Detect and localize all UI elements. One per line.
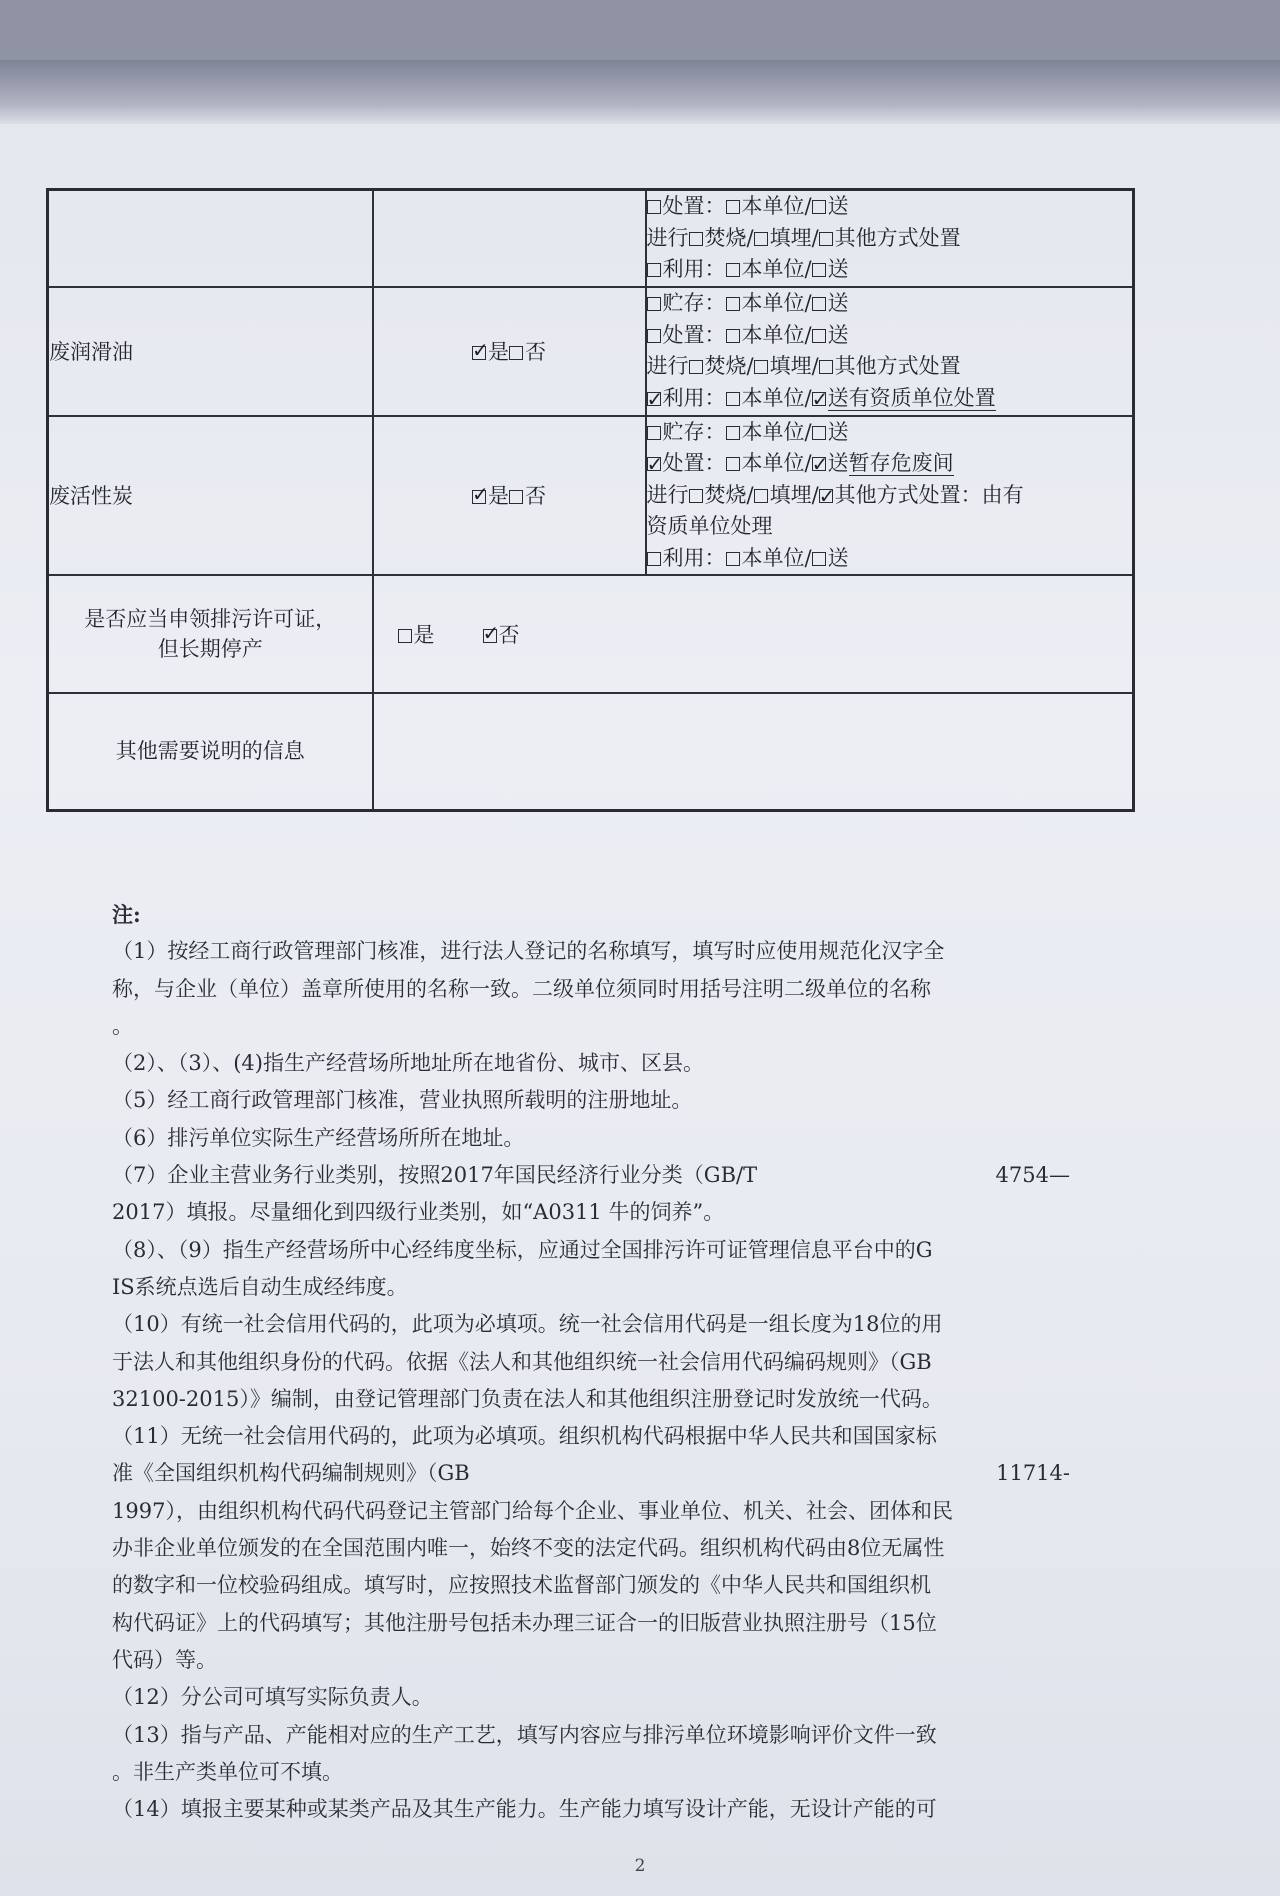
checkbox-no-checked[interactable]: [483, 629, 497, 643]
handling-options-cell: 贮存： 本单位/ 送 ✓处置： 本单位/✓ 送暂存危废间 进行 焚烧/ 填埋/✓ 其他方式处置：由有 资质单位处理 利用： 本单位/ 送: [646, 416, 1134, 576]
note-line: 称，与企业（单位）盖章所使用的名称一致。二级单位须同时用括号注明二级单位的名称: [112, 976, 931, 1001]
note-line: （10）有统一社会信用代码的，此项为必填项。统一社会信用代码是一组长度为18位的用: [112, 1312, 943, 1337]
checkbox[interactable]: [726, 552, 740, 566]
checkbox[interactable]: [647, 200, 661, 214]
handling-options-cell: 处置： 本单位/ 送 进行 焚烧/ 填埋/ 其他方式处置 利用： 本单位/ 送: [646, 190, 1134, 287]
answer-cell: 是✓ 否: [373, 575, 1134, 693]
checkbox[interactable]: [689, 489, 703, 503]
checkbox[interactable]: [726, 392, 740, 406]
checkbox-no[interactable]: [509, 490, 523, 504]
checkbox[interactable]: [726, 263, 740, 277]
note-line: （13）指与产品、产能相对应的生产工艺，填写内容应与排污单位环境影响评价文件一致: [112, 1722, 937, 1747]
previous-page-edge: [0, 60, 1280, 124]
checkbox-checked[interactable]: [647, 392, 661, 406]
checkbox[interactable]: [689, 360, 703, 374]
checkbox[interactable]: [812, 552, 826, 566]
page-number: 2: [634, 1856, 646, 1876]
waste-name-cell: 废活性炭: [48, 416, 373, 576]
checkbox-yes[interactable]: [398, 629, 412, 643]
checkbox[interactable]: [726, 200, 740, 214]
checkbox[interactable]: [689, 232, 703, 246]
note-line: （14）填报主要某种或某类产品及其生产能力。生产能力填写设计产能，无设计产能的可: [112, 1797, 937, 1822]
checkbox[interactable]: [812, 297, 826, 311]
note-line: 1997），由组织机构代码代码登记主管部门给每个企业、事业单位、机关、社会、团体和民: [112, 1498, 953, 1523]
waste-name-cell: 废润滑油: [48, 287, 373, 416]
note-line: 代码）等。: [112, 1647, 217, 1672]
note-line: （8）、（9）指生产经营场所中心经纬度坐标，应通过全国排污许可证管理信息平台中的G: [112, 1237, 933, 1262]
checkbox[interactable]: [647, 329, 661, 343]
checkbox[interactable]: [812, 426, 826, 440]
checkbox-no[interactable]: [509, 346, 523, 360]
note-line: IS系统点选后自动生成经纬度。: [112, 1274, 408, 1299]
note-line: 于法人和其他组织身份的代码。依据《法人和其他组织统一社会信用代码编码规则》（GB: [112, 1349, 932, 1374]
generated-choice-cell: ✓ 是 否: [373, 287, 646, 416]
note-line: 2017）填报。尽量细化到四级行业类别，如“A0311 牛的饲养”。: [112, 1200, 725, 1225]
checkbox[interactable]: [726, 329, 740, 343]
checkbox[interactable]: [812, 263, 826, 277]
table-row: [48, 416, 1134, 576]
note-line: 构代码证》上的代码填写；其他注册号包括未办理三证合一的旧版营业执照注册号（15位: [112, 1610, 937, 1635]
checkbox[interactable]: [812, 200, 826, 214]
generated-choice-cell: ✓ 是 否: [373, 416, 646, 576]
note-line: 的数字和一位校验码组成。填写时，应按照技术监督部门颁发的《中华人民共和国组织机: [112, 1573, 931, 1598]
checkbox[interactable]: [754, 489, 768, 503]
note-line: （11）无统一社会信用代码的，此项为必填项。组织机构代码根据中华人民共和国国家标: [112, 1424, 937, 1449]
note-line: （5）经工商行政管理部门核准，营业执照所载明的注册地址。: [112, 1088, 693, 1113]
other-info-value[interactable]: [373, 693, 1134, 810]
note-line: （2）、（3）、(4)指生产经营场所地址所在地省份、城市、区县。: [112, 1051, 704, 1076]
checkbox[interactable]: [647, 263, 661, 277]
note-line: 。非生产类单位可不填。: [112, 1759, 343, 1784]
notes-title: 注:: [112, 902, 141, 927]
notes-section: [112, 896, 1070, 1828]
note-line: 办非企业单位颁发的在全国范围内唯一，始终不变的法定代码。组织机构代码由8位无属性: [112, 1536, 945, 1561]
document-page: [0, 60, 1280, 1896]
checkbox-checked[interactable]: [647, 457, 661, 471]
waste-name-cell: [48, 190, 373, 287]
checkbox[interactable]: [812, 329, 826, 343]
checkbox[interactable]: [726, 457, 740, 471]
checkbox[interactable]: [647, 552, 661, 566]
generated-choice-cell: [373, 190, 646, 287]
checkbox[interactable]: [819, 360, 833, 374]
handling-text: 资质单位处理: [646, 514, 773, 538]
question-cell: 是否应当申领排污许可证， 但长期停产: [48, 575, 373, 693]
checkbox[interactable]: [647, 426, 661, 440]
note-line: 准《全国组织机构代码编制规则》（GB 11714-: [112, 1461, 1070, 1486]
checkbox-checked[interactable]: [819, 489, 833, 503]
checkbox[interactable]: [726, 297, 740, 311]
checkbox[interactable]: [819, 232, 833, 246]
note-line: （6）排污单位实际生产经营场所所在地址。: [112, 1125, 525, 1150]
checkbox-checked[interactable]: [812, 392, 826, 406]
table-row: [48, 190, 1134, 287]
checkbox[interactable]: [754, 232, 768, 246]
note-line: 32100-2015）》编制，由登记管理部门负责在法人和其他组织注册登记时发放统一代码。: [112, 1386, 943, 1411]
table-row: [48, 575, 1134, 693]
checkbox-yes-checked[interactable]: [472, 490, 486, 504]
checkbox[interactable]: [726, 426, 740, 440]
checkbox-yes-checked[interactable]: [472, 346, 486, 360]
table-row: [48, 693, 1134, 810]
note-line: （7）企业主营业务行业类别，按照2017年国民经济行业分类（GB/T 4754—: [112, 1163, 1070, 1188]
waste-disposal-table: [46, 188, 1135, 812]
note-line: （12）分公司可填写实际负责人。: [112, 1685, 433, 1710]
checkbox[interactable]: [647, 297, 661, 311]
checkbox[interactable]: [754, 360, 768, 374]
handling-options-cell: 贮存： 本单位/ 送 处置： 本单位/ 送 进行 焚烧/ 填埋/ 其他方式处置 ✓利用： 本单位/✓ 送有资质单位处置: [646, 287, 1134, 416]
table-row: [48, 287, 1134, 416]
other-info-label: 其他需要说明的信息: [48, 693, 373, 810]
note-line: 。: [112, 1013, 133, 1038]
note-line: （1）按经工商行政管理部门核准，进行法人登记的名称填写，填写时应使用规范化汉字全: [112, 939, 945, 964]
checkbox-checked[interactable]: [812, 457, 826, 471]
